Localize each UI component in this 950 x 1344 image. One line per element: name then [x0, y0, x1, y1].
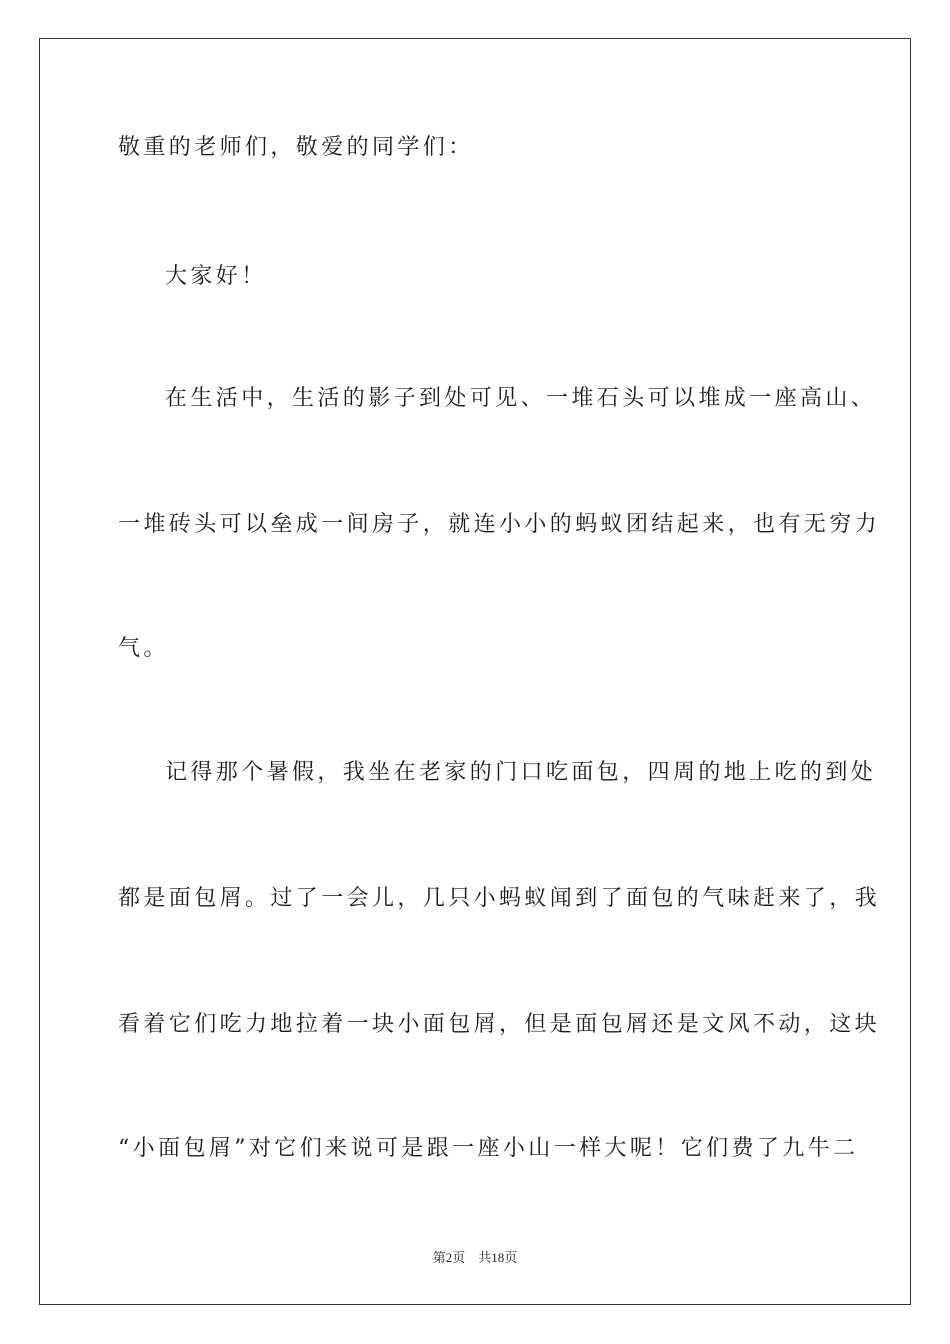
paragraph1-line-1: 在生活中，生活的影子到处可见、一堆石头可以堆成一座高山、 [165, 386, 877, 411]
total-pages: 共18页 [478, 1250, 518, 1265]
paragraph2-line-2: 都是面包屑。过了一会儿，几只小蚂蚁闻到了面包的气味赶来了，我 [118, 886, 881, 911]
paragraph2-line-3: 看着它们吃力地拉着一块小面包屑，但是面包屑还是文风不动，这块 [118, 1012, 881, 1037]
paragraph2-line-1: 记得那个暑假，我坐在老家的门口吃面包，四周的地上吃的到处 [165, 760, 877, 785]
greeting-line: 大家好！ [165, 264, 267, 289]
paragraph1-line-3: 气。 [118, 636, 169, 661]
footer-spacer [465, 1250, 478, 1265]
page-number: 第2页 [432, 1250, 466, 1265]
salutation-line: 敬重的老师们，敬爱的同学们： [118, 135, 474, 160]
paragraph1-line-2: 一堆砖头可以垒成一间房子，就连小小的蚂蚁团结起来，也有无穷力 [118, 512, 881, 537]
page-footer [0, 1247, 950, 1266]
page-border [39, 38, 911, 1305]
paragraph2-line-4: “小面包屑”对它们来说可是跟一座小山一样大呢！它们费了九牛二 [118, 1136, 859, 1161]
